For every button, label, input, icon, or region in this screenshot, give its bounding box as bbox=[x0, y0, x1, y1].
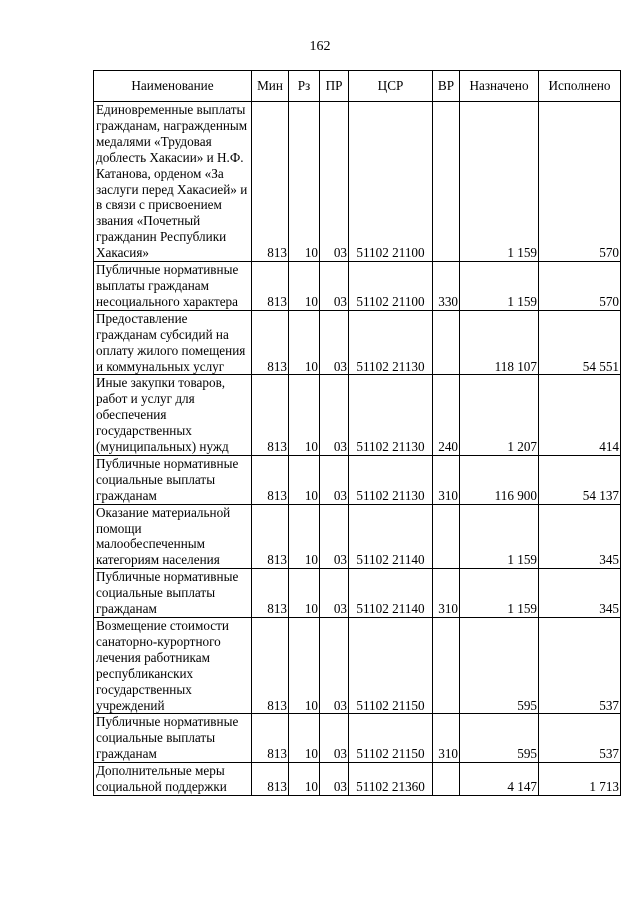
table-body bbox=[94, 102, 621, 796]
table-row bbox=[94, 102, 621, 262]
cell-assigned: 1 159 bbox=[460, 262, 539, 311]
header-executed: Исполнено bbox=[539, 71, 621, 102]
cell-csr: 51102 21100 bbox=[349, 102, 433, 262]
cell-name: Публичные нормативные социальные выплаты гражданам bbox=[94, 455, 252, 504]
cell-rz: 10 bbox=[289, 102, 320, 262]
cell-csr: 51102 21140 bbox=[349, 504, 433, 569]
cell-pr: 03 bbox=[320, 714, 349, 763]
cell-executed: 414 bbox=[539, 375, 621, 456]
cell-vr: 310 bbox=[433, 455, 460, 504]
cell-pr: 03 bbox=[320, 569, 349, 618]
cell-executed: 537 bbox=[539, 618, 621, 714]
cell-executed: 54 551 bbox=[539, 310, 621, 375]
cell-min: 813 bbox=[252, 763, 289, 796]
cell-csr: 51102 21100 bbox=[349, 262, 433, 311]
header-vr: ВР bbox=[433, 71, 460, 102]
table-row bbox=[94, 714, 621, 763]
cell-vr bbox=[433, 618, 460, 714]
cell-csr: 51102 21140 bbox=[349, 569, 433, 618]
cell-rz: 10 bbox=[289, 618, 320, 714]
cell-rz: 10 bbox=[289, 763, 320, 796]
cell-csr: 51102 21130 bbox=[349, 310, 433, 375]
header-rz: Рз bbox=[289, 71, 320, 102]
cell-pr: 03 bbox=[320, 375, 349, 456]
cell-csr: 51102 21150 bbox=[349, 714, 433, 763]
cell-vr: 330 bbox=[433, 262, 460, 311]
cell-min: 813 bbox=[252, 262, 289, 311]
cell-name: Иные закупки товаров, работ и услуг для обеспечения государственных (муниципальных) нужд bbox=[94, 375, 252, 456]
cell-min: 813 bbox=[252, 714, 289, 763]
cell-min: 813 bbox=[252, 375, 289, 456]
cell-assigned: 1 159 bbox=[460, 504, 539, 569]
cell-executed: 570 bbox=[539, 262, 621, 311]
table-row bbox=[94, 375, 621, 456]
cell-csr: 51102 21150 bbox=[349, 618, 433, 714]
cell-min: 813 bbox=[252, 455, 289, 504]
cell-assigned: 1 207 bbox=[460, 375, 539, 456]
cell-vr bbox=[433, 504, 460, 569]
cell-executed: 537 bbox=[539, 714, 621, 763]
budget-table bbox=[93, 70, 621, 796]
cell-assigned: 1 159 bbox=[460, 569, 539, 618]
cell-vr bbox=[433, 763, 460, 796]
cell-name: Возмещение стоимости санаторно-курортного лечения работникам республиканских государственных учреждений bbox=[94, 618, 252, 714]
table-row bbox=[94, 310, 621, 375]
cell-assigned: 595 bbox=[460, 618, 539, 714]
cell-vr: 310 bbox=[433, 714, 460, 763]
cell-assigned: 1 159 bbox=[460, 102, 539, 262]
cell-min: 813 bbox=[252, 504, 289, 569]
cell-min: 813 bbox=[252, 569, 289, 618]
cell-assigned: 118 107 bbox=[460, 310, 539, 375]
cell-pr: 03 bbox=[320, 310, 349, 375]
cell-pr: 03 bbox=[320, 618, 349, 714]
cell-pr: 03 bbox=[320, 455, 349, 504]
cell-executed: 1 713 bbox=[539, 763, 621, 796]
cell-pr: 03 bbox=[320, 504, 349, 569]
table-row bbox=[94, 763, 621, 796]
cell-min: 813 bbox=[252, 618, 289, 714]
table-row bbox=[94, 569, 621, 618]
cell-executed: 345 bbox=[539, 504, 621, 569]
cell-csr: 51102 21130 bbox=[349, 375, 433, 456]
table-row bbox=[94, 618, 621, 714]
page-number: 162 bbox=[309, 39, 331, 54]
cell-pr: 03 bbox=[320, 763, 349, 796]
cell-assigned: 116 900 bbox=[460, 455, 539, 504]
cell-name: Оказание материальной помощи малообеспеченным категориям населения bbox=[94, 504, 252, 569]
cell-vr bbox=[433, 102, 460, 262]
cell-name: Дополнительные меры социальной поддержки bbox=[94, 763, 252, 796]
header-assigned: Назначено bbox=[460, 71, 539, 102]
cell-rz: 10 bbox=[289, 504, 320, 569]
cell-name: Публичные нормативные социальные выплаты гражданам bbox=[94, 714, 252, 763]
cell-executed: 345 bbox=[539, 569, 621, 618]
header-csr: ЦСР bbox=[349, 71, 433, 102]
cell-pr: 03 bbox=[320, 102, 349, 262]
table-row bbox=[94, 504, 621, 569]
cell-name: Предоставление гражданам субсидий на оплату жилого помещения и коммунальных услуг bbox=[94, 310, 252, 375]
cell-rz: 10 bbox=[289, 375, 320, 456]
header-name: Наименование bbox=[94, 71, 252, 102]
cell-vr: 310 bbox=[433, 569, 460, 618]
cell-name: Единовременные выплаты гражданам, награжденным медалями «Трудовая доблесть Хакасии» и Н.Ф. Катанова, орденом «За заслуги перед Хакасией» и в связи с присвоением звания «Почетный гражданин Республики Хакасия» bbox=[94, 102, 252, 262]
table-header-row bbox=[94, 71, 621, 102]
cell-min: 813 bbox=[252, 102, 289, 262]
cell-executed: 570 bbox=[539, 102, 621, 262]
cell-csr: 51102 21130 bbox=[349, 455, 433, 504]
cell-vr bbox=[433, 310, 460, 375]
table-row bbox=[94, 262, 621, 311]
header-min: Мин bbox=[252, 71, 289, 102]
table-row bbox=[94, 455, 621, 504]
cell-rz: 10 bbox=[289, 569, 320, 618]
cell-pr: 03 bbox=[320, 262, 349, 311]
cell-rz: 10 bbox=[289, 455, 320, 504]
cell-min: 813 bbox=[252, 310, 289, 375]
cell-assigned: 4 147 bbox=[460, 763, 539, 796]
cell-name: Публичные нормативные социальные выплаты гражданам bbox=[94, 569, 252, 618]
cell-vr: 240 bbox=[433, 375, 460, 456]
cell-rz: 10 bbox=[289, 262, 320, 311]
cell-name: Публичные нормативные выплаты гражданам несоциального характера bbox=[94, 262, 252, 311]
cell-csr: 51102 21360 bbox=[349, 763, 433, 796]
cell-rz: 10 bbox=[289, 714, 320, 763]
cell-rz: 10 bbox=[289, 310, 320, 375]
header-pr: ПР bbox=[320, 71, 349, 102]
cell-assigned: 595 bbox=[460, 714, 539, 763]
cell-executed: 54 137 bbox=[539, 455, 621, 504]
